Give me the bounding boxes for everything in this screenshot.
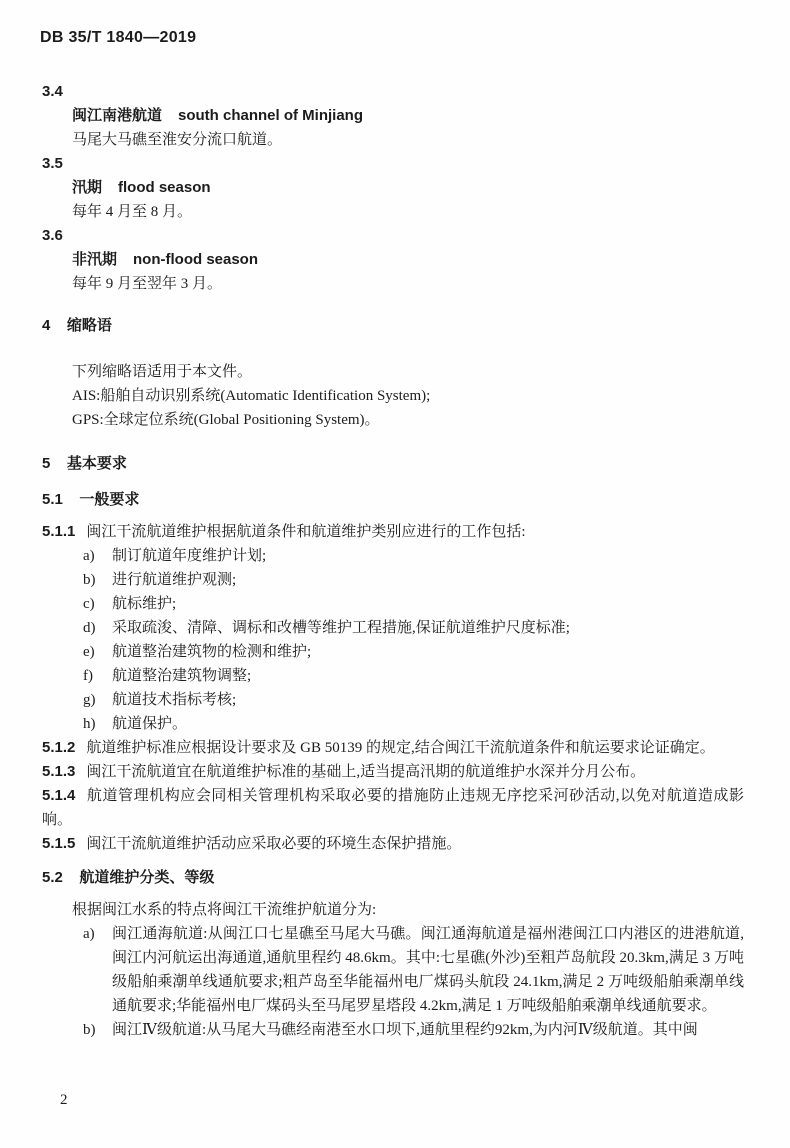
abbr-item: AIS:船舶自动识别系统(Automatic Identification System); bbox=[72, 388, 431, 404]
list-item-label: b) bbox=[83, 1022, 96, 1038]
term-number: 3.6 bbox=[42, 227, 63, 244]
list-item bbox=[42, 568, 744, 592]
clause bbox=[42, 736, 744, 760]
list-item bbox=[42, 922, 744, 1018]
term-block bbox=[42, 224, 744, 296]
list-item-text: 进行航道维护观测; bbox=[112, 572, 237, 588]
section-heading-abbreviations bbox=[42, 314, 744, 338]
list-item bbox=[42, 712, 744, 736]
list-item bbox=[42, 592, 744, 616]
list-item-label: a) bbox=[83, 926, 95, 942]
term-title-en: non-flood season bbox=[133, 251, 259, 268]
list-item-text: 闽江通海航道:从闽江口七星礁至马尾大马礁。闽江通海航道是福州港闽江口内港区的进港航道,闽江内河航运出海通道,通航里程约 48.6km。其中:七星礁(外沙)至粗芦岛航段 20.3km,满足 3 万吨级船舶乘潮单线通航要求;粗芦岛至华能福州电厂煤码头航段 24.1km,满足 2 万吨级船舶乘潮单线通航要求;华能福州电厂煤码头至马尾罗星塔段 4.2km,满足 1 万吨级船舶乘潮单线通航要求。 bbox=[112, 926, 744, 1014]
subsection-number: 5.1 bbox=[42, 491, 63, 508]
term-title-line bbox=[42, 176, 744, 200]
list-item-label: d) bbox=[83, 620, 96, 636]
list-item-label: f) bbox=[83, 668, 93, 684]
page-number: 2 bbox=[60, 1092, 68, 1108]
clause bbox=[42, 832, 744, 856]
list-item-text: 闽江Ⅳ级航道:从马尾大马礁经南港至水口坝下,通航里程约92km,为内河Ⅳ级航道。其中闽 bbox=[112, 1022, 698, 1038]
clause bbox=[42, 784, 744, 832]
document-content bbox=[0, 50, 790, 1042]
list-item-label: b) bbox=[83, 572, 96, 588]
clause-number: 5.1.3 bbox=[42, 763, 76, 780]
clause-number: 5.1.4 bbox=[42, 787, 76, 804]
list-item-label: c) bbox=[83, 596, 95, 612]
list-item bbox=[42, 1018, 744, 1042]
abbr-item: GPS:全球定位系统(Global Positioning System)。 bbox=[72, 412, 380, 428]
list-item-text: 航标维护; bbox=[112, 596, 177, 612]
subsection-title: 一般要求 bbox=[79, 491, 140, 508]
doc-code: DB 35/T 1840—2019 bbox=[40, 29, 197, 46]
list-item-text: 制订航道年度维护计划; bbox=[112, 548, 267, 564]
term-title-en: south channel of Minjiang bbox=[178, 107, 364, 124]
list-item bbox=[42, 664, 744, 688]
clause-text: 航道维护标准应根据设计要求及 GB 50139 的规定,结合闽江干流航道条件和航运要求论证确定。 bbox=[86, 740, 715, 756]
classification-list bbox=[42, 922, 744, 1042]
page-footer bbox=[60, 1088, 68, 1112]
list-item-label: g) bbox=[83, 692, 96, 708]
term-title-line bbox=[42, 104, 744, 128]
term-title-line bbox=[42, 248, 744, 272]
term-definition: 马尾大马礁至淮安分流口航道。 bbox=[72, 132, 283, 148]
list-item-text: 航道技术指标考核; bbox=[112, 692, 237, 708]
term-block bbox=[42, 80, 744, 152]
clause bbox=[42, 760, 744, 784]
list-item-label: h) bbox=[83, 716, 96, 732]
term-block bbox=[42, 152, 744, 224]
document-header bbox=[0, 0, 790, 50]
clause-text: 闽江干流航道维护活动应采取必要的环境生态保护措施。 bbox=[86, 836, 462, 852]
term-title: 闽江南港航道 bbox=[72, 107, 163, 124]
section-title: 缩略语 bbox=[66, 317, 112, 334]
clause-text: 航道管理机构应会同相关管理机构采取必要的措施防止违规无序挖采河砂活动,以免对航道造成影响。 bbox=[42, 788, 744, 828]
list-item-text: 航道整治建筑物调整; bbox=[112, 668, 252, 684]
abbr-intro: 下列缩略语适用于本文件。 bbox=[72, 364, 253, 380]
list-item-label: a) bbox=[83, 548, 95, 564]
list-item-label: e) bbox=[83, 644, 95, 660]
subsection-title: 航道维护分类、等级 bbox=[79, 869, 215, 886]
subsection-number: 5.2 bbox=[42, 869, 63, 886]
term-definition: 每年 4 月至 8 月。 bbox=[72, 204, 193, 220]
list-item bbox=[42, 544, 744, 568]
term-number: 3.5 bbox=[42, 155, 63, 172]
clause-number: 5.1.2 bbox=[42, 739, 76, 756]
list-item-text: 采取疏浚、清障、调标和改槽等维护工程措施,保证航道维护尺度标准; bbox=[112, 620, 570, 636]
clause-text: 闽江干流航道宜在航道维护标准的基础上,适当提高汛期的航道维护水深并分月公布。 bbox=[86, 764, 646, 780]
term-title-en: flood season bbox=[118, 179, 211, 196]
list-item-text: 航道整治建筑物的检测和维护; bbox=[112, 644, 312, 660]
term-title: 非汛期 bbox=[72, 251, 118, 268]
clause bbox=[42, 520, 744, 544]
section-number: 4 bbox=[42, 317, 51, 334]
section-heading-basic-requirements bbox=[42, 452, 744, 476]
clause-number: 5.1.1 bbox=[42, 523, 76, 540]
term-number: 3.4 bbox=[42, 83, 63, 100]
clause-text: 闽江干流航道维护根据航道条件和航道维护类别应进行的工作包括: bbox=[86, 524, 526, 540]
list-item bbox=[42, 640, 744, 664]
subsection-heading-general bbox=[42, 488, 744, 512]
term-definition: 每年 9 月至翌年 3 月。 bbox=[72, 276, 223, 292]
list-item-text: 航道保护。 bbox=[112, 716, 188, 732]
list-item bbox=[42, 616, 744, 640]
clause-number: 5.1.5 bbox=[42, 835, 76, 852]
term-title: 汛期 bbox=[72, 179, 103, 196]
list-item bbox=[42, 688, 744, 712]
work-items-list bbox=[42, 544, 744, 736]
section-number: 5 bbox=[42, 455, 51, 472]
section-title: 基本要求 bbox=[66, 455, 127, 472]
subsection-heading-classification bbox=[42, 866, 744, 890]
classification-intro: 根据闽江水系的特点将闽江干流维护航道分为: bbox=[72, 902, 377, 918]
